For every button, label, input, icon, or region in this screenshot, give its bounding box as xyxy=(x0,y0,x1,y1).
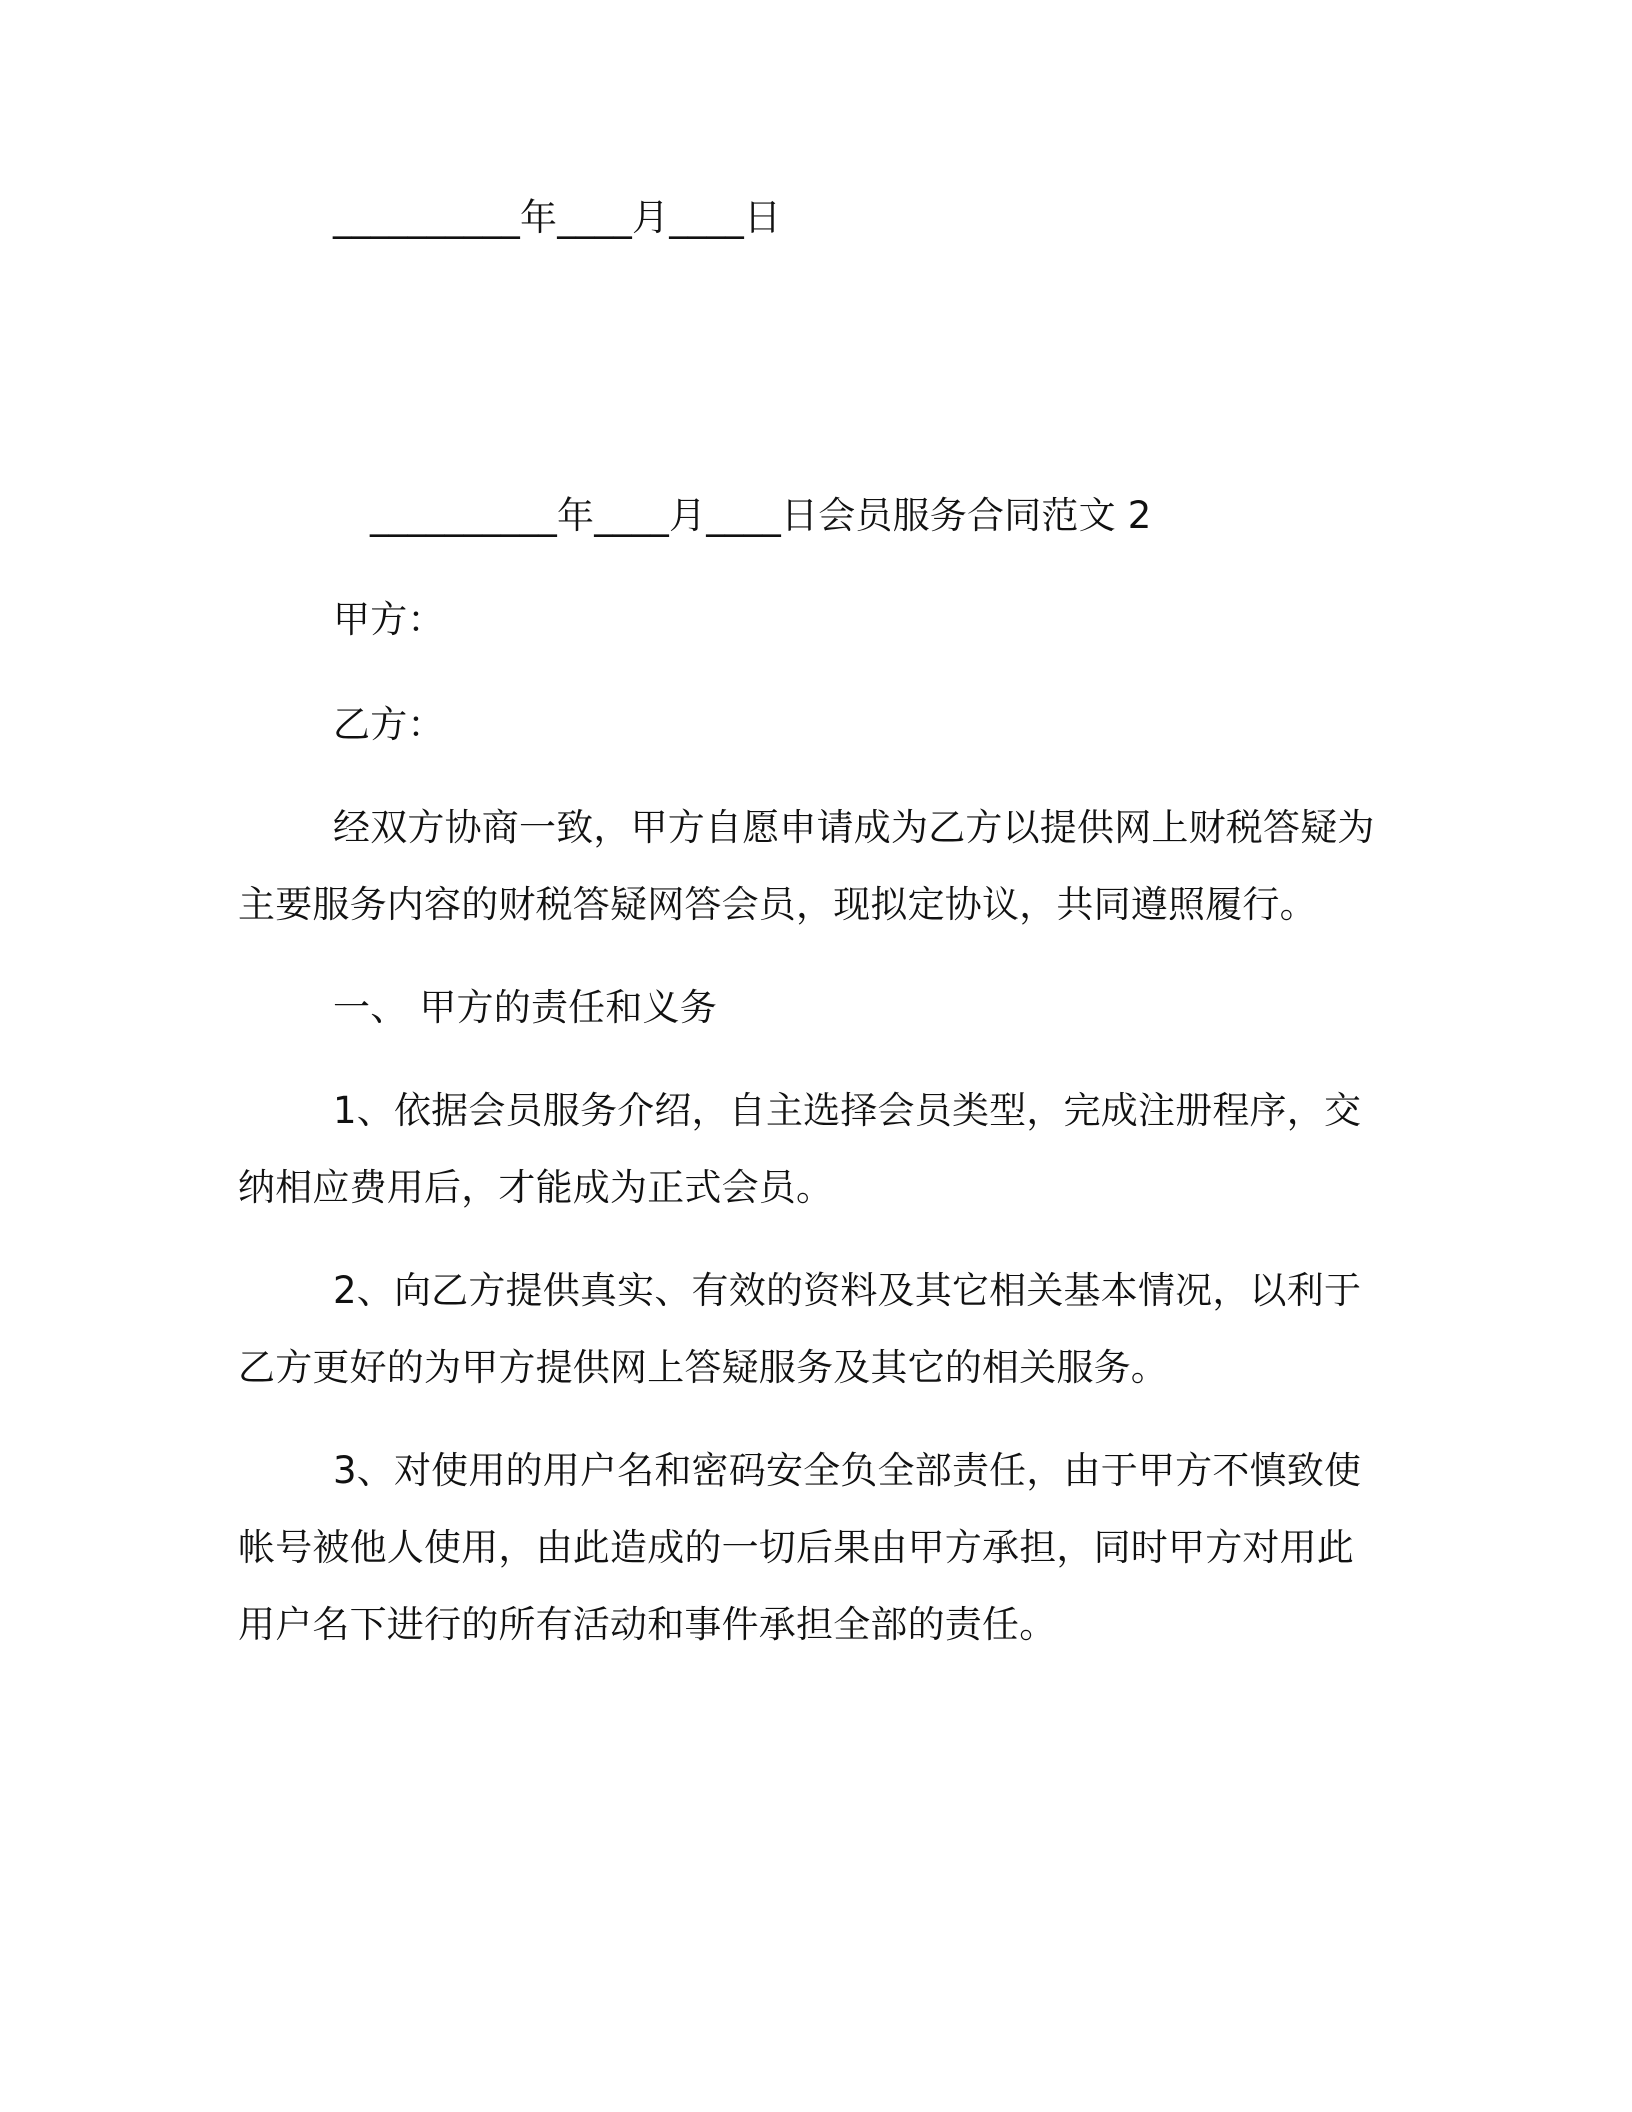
intro-line-2: 主要服务内容的财税答疑网答会员，现拟定协议，共同遵照履行。 xyxy=(238,883,1317,926)
clause-3-line-1: 3、对使用的用户名和密码安全负全部责任，由于甲方不慎致使 xyxy=(333,1449,1362,1492)
clause-3-line-3: 用户名下进行的所有活动和事件承担全部的责任。 xyxy=(238,1603,1057,1646)
intro-line-1: 经双方协商一致，甲方自愿申请成为乙方以提供网上财税答疑为 xyxy=(333,806,1375,849)
clause-2-line-2: 乙方更好的为甲方提供网上答疑服务及其它的相关服务。 xyxy=(238,1346,1168,1389)
date-line: __________年____月____日 xyxy=(333,196,782,239)
party-a-label: 甲方： xyxy=(333,598,445,641)
clause-1-line-1: 1、依据会员服务介绍，自主选择会员类型，完成注册程序，交 xyxy=(333,1089,1362,1132)
clause-1-line-2: 纳相应费用后，才能成为正式会员。 xyxy=(238,1166,834,1209)
clause-3-line-2: 帐号被他人使用，由此造成的一切后果由甲方承担，同时甲方对用此 xyxy=(238,1526,1354,1569)
section-1-heading: 一、 甲方的责任和义务 xyxy=(333,986,717,1029)
clause-2-line-1: 2、向乙方提供真实、有效的资料及其它相关基本情况，以利于 xyxy=(333,1269,1362,1312)
party-b-label: 乙方： xyxy=(333,703,445,746)
document-title: __________年____月____日会员服务合同范文 2 xyxy=(370,494,1152,537)
